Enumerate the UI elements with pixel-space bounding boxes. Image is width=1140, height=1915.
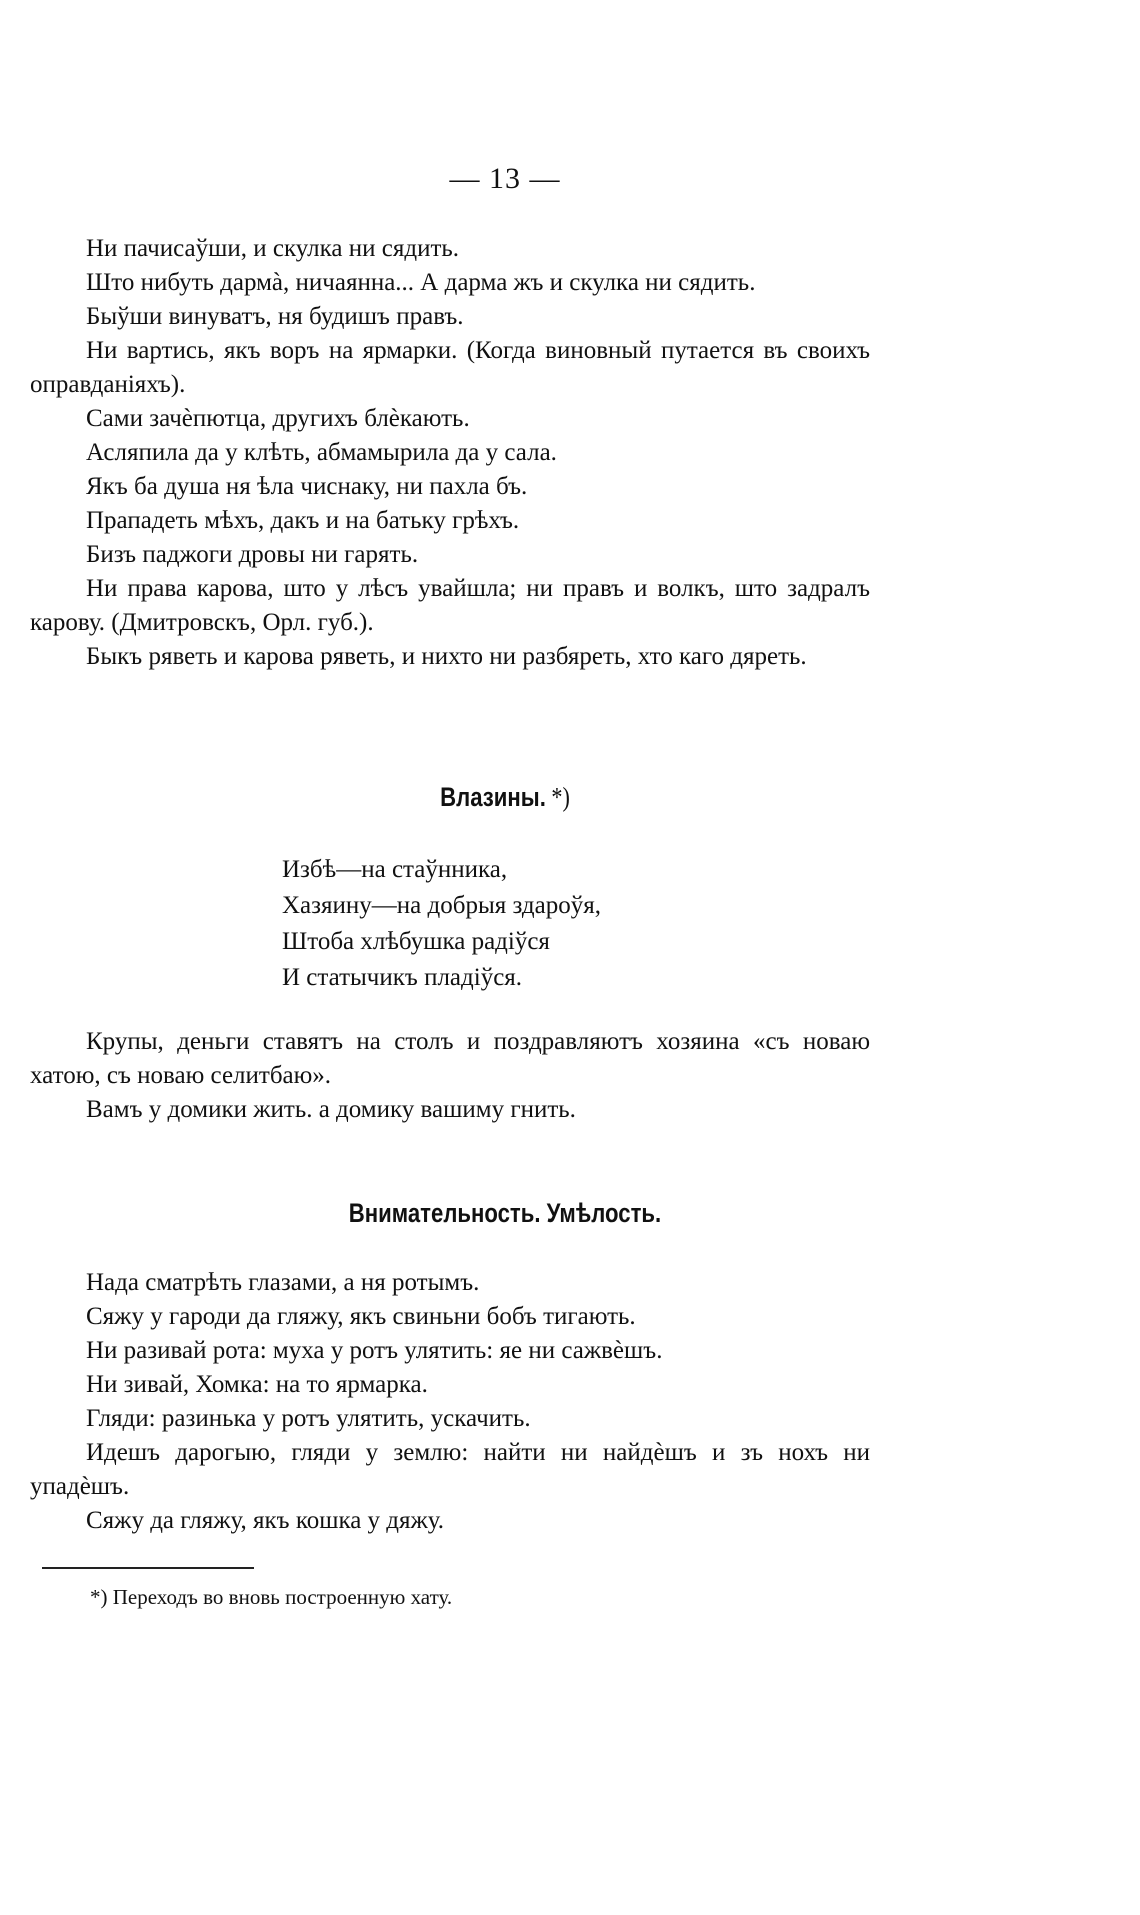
proverb: Нада сматрѣть глазами, а ня ротымъ.	[86, 1269, 480, 1296]
proverb: Гляди: разинька у ротъ улятить, ускачить.	[86, 1405, 531, 1432]
footnote-divider	[42, 1567, 254, 1569]
verse-line: И статычикъ пладіўся.	[282, 964, 523, 991]
verse-line: Штоба хлѣбушка радіўся	[282, 928, 550, 955]
proverb: Ни вартись, якъ воръ на ярмарки. (Когда виновный путается въ своихъ оправданіяхъ).	[30, 337, 870, 398]
footnote: *) Переходъ во вновь построенную хату.	[90, 1585, 453, 1609]
page-number: — 13 —	[449, 162, 561, 195]
proverb: Быўши винуватъ, ня будишъ правъ.	[86, 303, 464, 330]
proverb: Быкъ ряветь и карова ряветь, и нихто ни разбяреть, хто каго дяреть.	[86, 643, 807, 670]
proverb: Ни разивай рота: муха у ротъ улятить: яе ни сажвѐшъ.	[86, 1337, 663, 1364]
proverb: Сами зачѐпютца, другихъ блѐкають.	[86, 405, 470, 432]
proverb: Ни зивай, Хомка: на то ярмарка.	[86, 1371, 428, 1398]
proverb: Асляпила да у клѣть, абмамырила да у сала.	[86, 439, 557, 466]
proverb: Бизъ паджоги дровы ни гарять.	[86, 541, 419, 568]
proverb: Што нибуть дармà, ничаянна... А дарма жъ и скулка ни сядить.	[86, 269, 756, 296]
proverbs-section-1	[30, 232, 870, 674]
proverb: Прападеть мѣхъ, дакъ и на батьку грѣхъ.	[86, 507, 520, 534]
verse-line: Избѣ—на стаўнника,	[282, 856, 508, 883]
heading-text: Влазины.	[440, 782, 546, 812]
proverb: Якъ ба душа ня ѣла чиснаку, ни пахла бъ.	[86, 473, 528, 500]
proverbs-section-3	[30, 1266, 870, 1538]
proverb: Вамъ у домики жить. а домику вашиму гнить.	[86, 1096, 576, 1123]
proverb: Сяжу да гляжу, якъ кошка у дяжу.	[86, 1507, 445, 1534]
proverb: Идешъ дарогыю, гляди у землю: найти ни найдѐшъ и зъ нохъ ни упадѐшъ.	[30, 1439, 870, 1500]
section-heading-vnimatelnost: Внимательность. Умѣлость.	[348, 1198, 662, 1228]
proverbs-section-2	[30, 1025, 870, 1127]
proverb: Крупы, деньги ставятъ на столъ и поздравляютъ хозяина «съ новаю хатою, съ новаю селитбаю».	[30, 1028, 870, 1089]
section-heading-vlaziny	[91, 782, 919, 813]
proverb: Сяжу у гароди да гляжу, якъ свиньни бобъ тигають.	[86, 1303, 636, 1330]
proverb: Ни пачисаўши, и скулка ни сядить.	[86, 235, 460, 262]
proverb: Ни права карова, што у лѣсъ увайшла; ни правъ и волкъ, што задралъ карову. (Дмитровскъ, Орл. губ.).	[30, 575, 870, 636]
verse-line: Хазяину—на добрыя здароўя,	[282, 892, 601, 919]
footnote-marker: *)	[545, 782, 570, 812]
verse-block	[282, 852, 601, 996]
